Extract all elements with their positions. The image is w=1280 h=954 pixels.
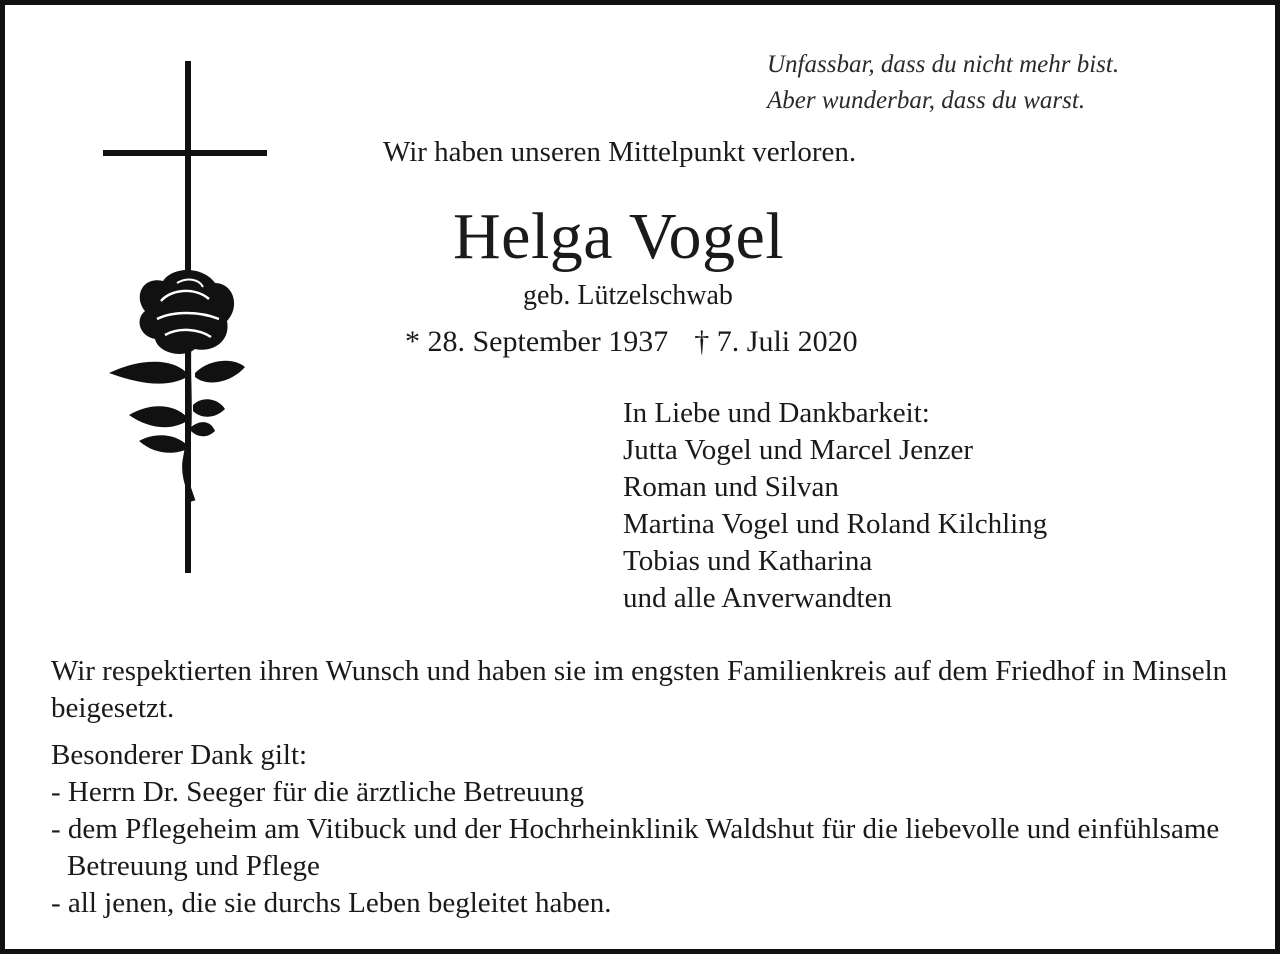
mourners-heading: In Liebe und Dankbarkeit: [623,397,930,429]
mourner-name: und alle Anverwandten [623,582,892,614]
deceased-name: Helga Vogel [453,200,785,273]
thanks-item: - Herrn Dr. Seeger für die ärztliche Betreuung [51,776,585,808]
thanks-section [51,737,1235,922]
rose-icon [109,270,245,501]
thanks-item: - dem Pflegeheim am Vitibuck und der Hochrheinklinik Waldshut für die liebevolle und einfühlsame Betreuung und Pflege [51,813,1220,882]
intro-line: Wir haben unseren Mittelpunkt verloren. [383,136,857,168]
mourner-name: Martina Vogel und Roland Kilchling [623,508,1048,540]
death-date: † 7. Juli 2020 [694,325,858,358]
maiden-name: geb. Lützelschwab [523,280,733,311]
mourner-name: Tobias und Katharina [623,545,873,577]
mourner-name: Jutta Vogel und Marcel Jenzer [623,434,974,466]
quote-line-2: Aber wunderbar, dass du warst. [767,87,1086,114]
thanks-item: - all jenen, die sie durchs Leben begleitet haben. [51,887,612,919]
cross-icon [103,61,273,573]
mourner-name: Roman und Silvan [623,471,839,503]
life-dates [405,325,858,359]
burial-notice: Wir respektierten ihren Wunsch und haben sie im engsten Familienkreis auf dem Friedhof in Minseln beigesetzt. [51,655,1228,724]
quote-line-1: Unfassbar, dass du nicht mehr bist. [767,51,1120,78]
birth-date: * 28. September 1937 [405,325,669,358]
mourners-list [623,395,1047,617]
thanks-heading: Besonderer Dank gilt: [51,739,308,771]
